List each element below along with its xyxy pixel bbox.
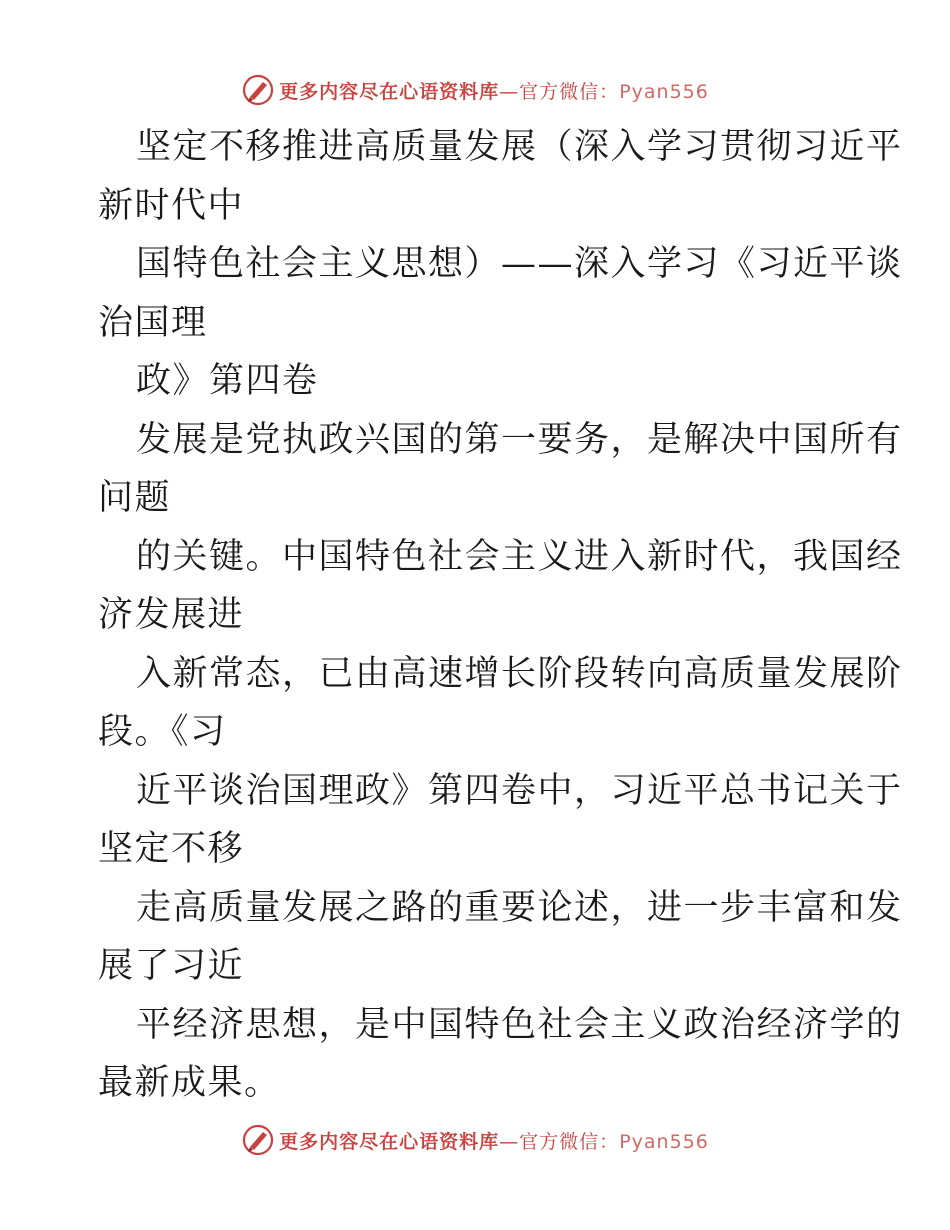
text-line: 走高质量发展之路的重要论述，进一步丰富和发 [136,887,903,928]
text-line: 平经济思想，是中国特色社会主义政治经济学的 [136,1004,903,1045]
text-line: 坚定不移推进高质量发展（深入学习贯彻习近平 [136,127,903,167]
banner-brand: 更多内容尽在心语资料库 [279,1130,500,1153]
banner-contact-label: 官方微信： [519,1130,620,1153]
text-line: 发展是党执政兴国的第一要务，是解决中国所有 [136,419,903,460]
text-line: 治国理 [98,302,208,343]
text-line: 最新成果。 [98,1063,281,1103]
text-line: 坚定不移 [98,829,245,869]
text-line: 入新常态，已由高速增长阶段转向高质量发展阶 [136,653,903,694]
pen-logo-icon [241,73,275,107]
document-body [98,118,903,1113]
banner-separator: — [499,80,520,103]
text-line: 的关键。中国特色社会主义进入新时代，我国经 [136,536,903,577]
banner-brand: 更多内容尽在心语资料库 [279,80,500,103]
banner-wechat-id: Pyan556 [619,1130,709,1153]
pen-logo-icon [241,1123,275,1157]
text-line: 济发展进 [98,595,245,635]
text-line: 近平谈治国理政》第四卷中，习近平总书记关于 [136,770,903,811]
banner-wechat-id: Pyan556 [619,80,709,103]
banner-separator: — [499,1130,520,1153]
header-watermark-banner [0,70,950,110]
footer-watermark-banner [0,1120,950,1160]
text-line: 段。《习 [98,712,227,752]
text-line: 展了习近 [98,946,245,986]
text-line: 政》第四卷 [136,361,319,401]
text-line: 国特色社会主义思想）——深入学习《习近平谈 [136,244,903,284]
text-line: 问题 [98,478,172,518]
banner-contact-label: 官方微信： [519,80,620,103]
text-line: 新时代中 [98,185,245,226]
